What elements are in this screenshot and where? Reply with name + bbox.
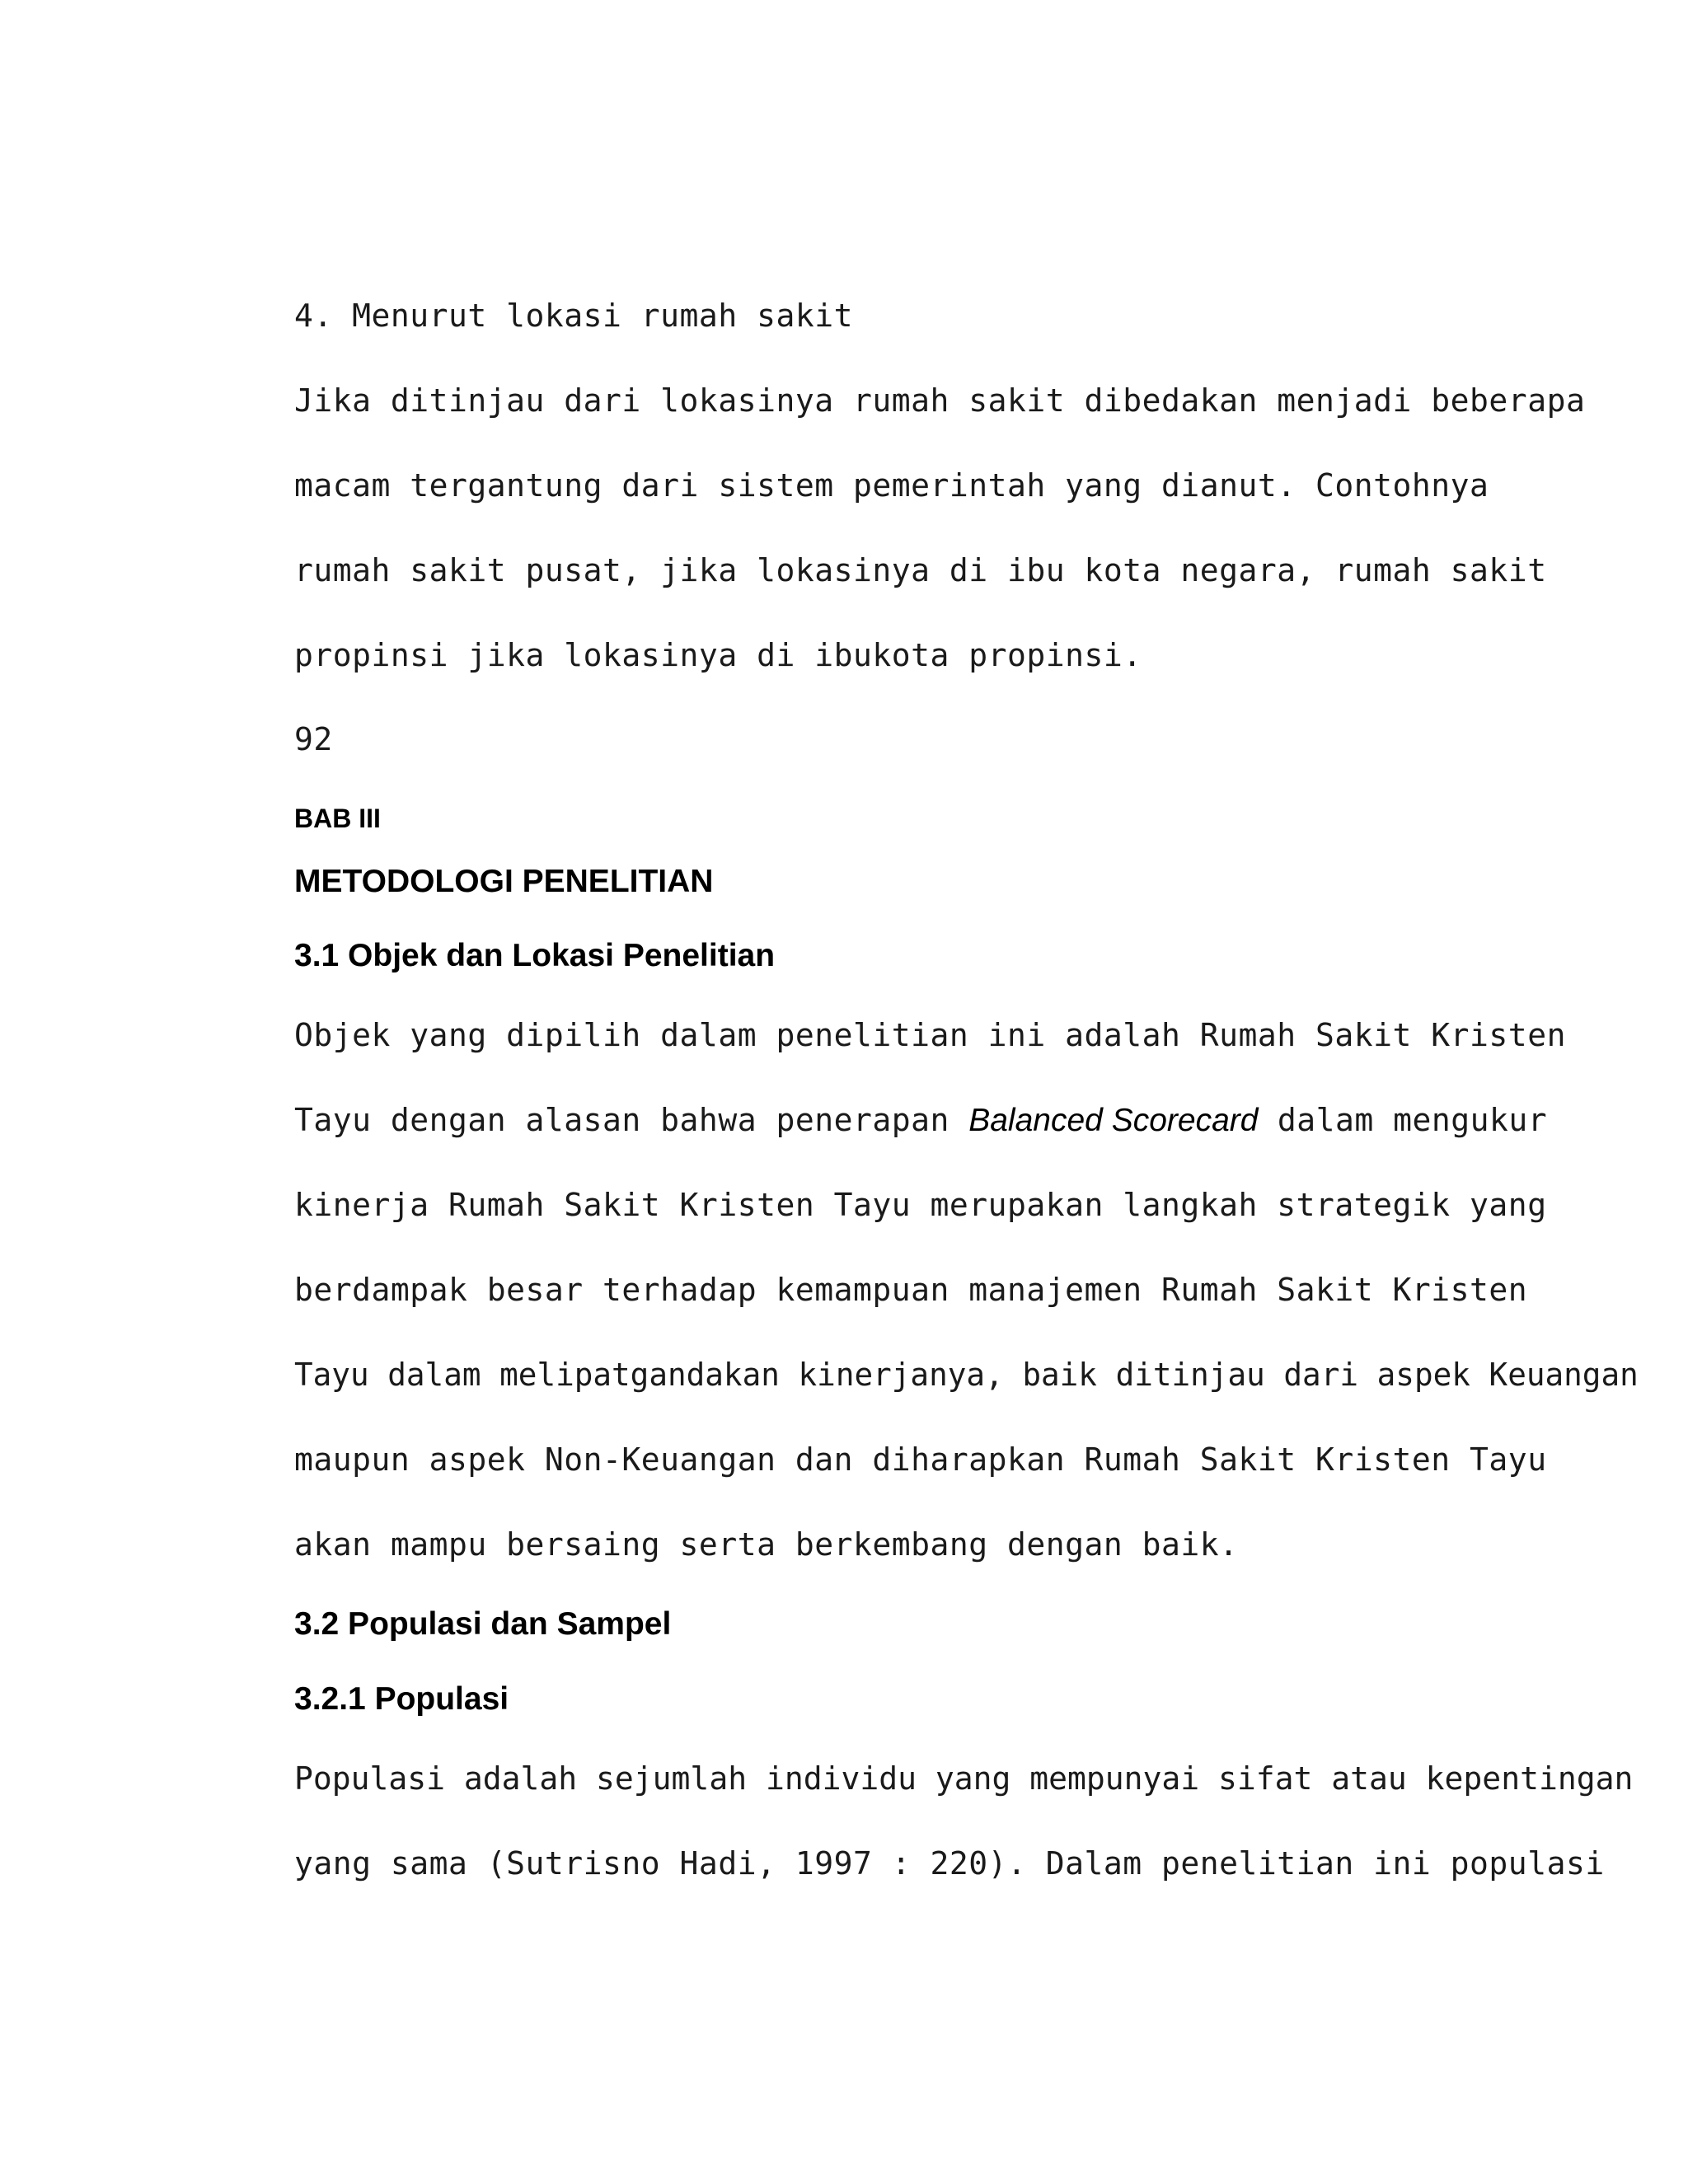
text-segment: dalam mengukur [1258, 1102, 1548, 1138]
text-segment: Tayu dengan alasan bahwa penerapan [294, 1102, 969, 1138]
paragraph-line: rumah sakit pusat, jika lokasinya di ibu kota negara, rumah sakit [294, 552, 1547, 588]
chapter-label: BAB III [294, 804, 381, 833]
paragraph-line: macam tergantung dari sistem pemerintah yang dianut. Contohnya [294, 467, 1489, 504]
paragraph-line: Objek yang dipilih dalam penelitian ini adalah Rumah Sakit Kristen [294, 1017, 1566, 1053]
subsection-heading: 3.2.1 Populasi [294, 1681, 509, 1717]
paragraph-line: akan mampu bersaing serta berkembang dengan baik. [294, 1526, 1239, 1563]
paragraph-line: Jika ditinjau dari lokasinya rumah sakit dibedakan menjadi beberapa [294, 382, 1586, 419]
paragraph-line: yang sama (Sutrisno Hadi, 1997 : 220). Dalam penelitian ini populasi [294, 1845, 1605, 1882]
paragraph-line [294, 1101, 1547, 1140]
paragraph-line: maupun aspek Non-Keuangan dan diharapkan Rumah Sakit Kristen Tayu [294, 1441, 1547, 1478]
paragraph-line: Populasi adalah sejumlah individu yang mempunyai sifat atau kepentingan [294, 1760, 1634, 1797]
paragraph-line: Tayu dalam melipatgandakan kinerjanya, baik ditinjau dari aspek Keuangan [294, 1357, 1639, 1393]
section-heading: 3.1 Objek dan Lokasi Penelitian [294, 938, 776, 973]
paragraph-line: kinerja Rumah Sakit Kristen Tayu merupakan langkah strategik yang [294, 1187, 1547, 1223]
page-number: 92 [294, 721, 333, 757]
chapter-title: METODOLOGI PENELITIAN [294, 864, 714, 899]
italic-term: Balanced Scorecard [968, 1103, 1259, 1138]
list-item-heading: 4. Menurut lokasi rumah sakit [294, 298, 853, 334]
section-heading: 3.2 Populasi dan Sampel [294, 1606, 672, 1642]
paragraph-line: propinsi jika lokasinya di ibukota propinsi. [294, 637, 1142, 673]
paragraph-line: berdampak besar terhadap kemampuan manajemen Rumah Sakit Kristen [294, 1272, 1528, 1308]
